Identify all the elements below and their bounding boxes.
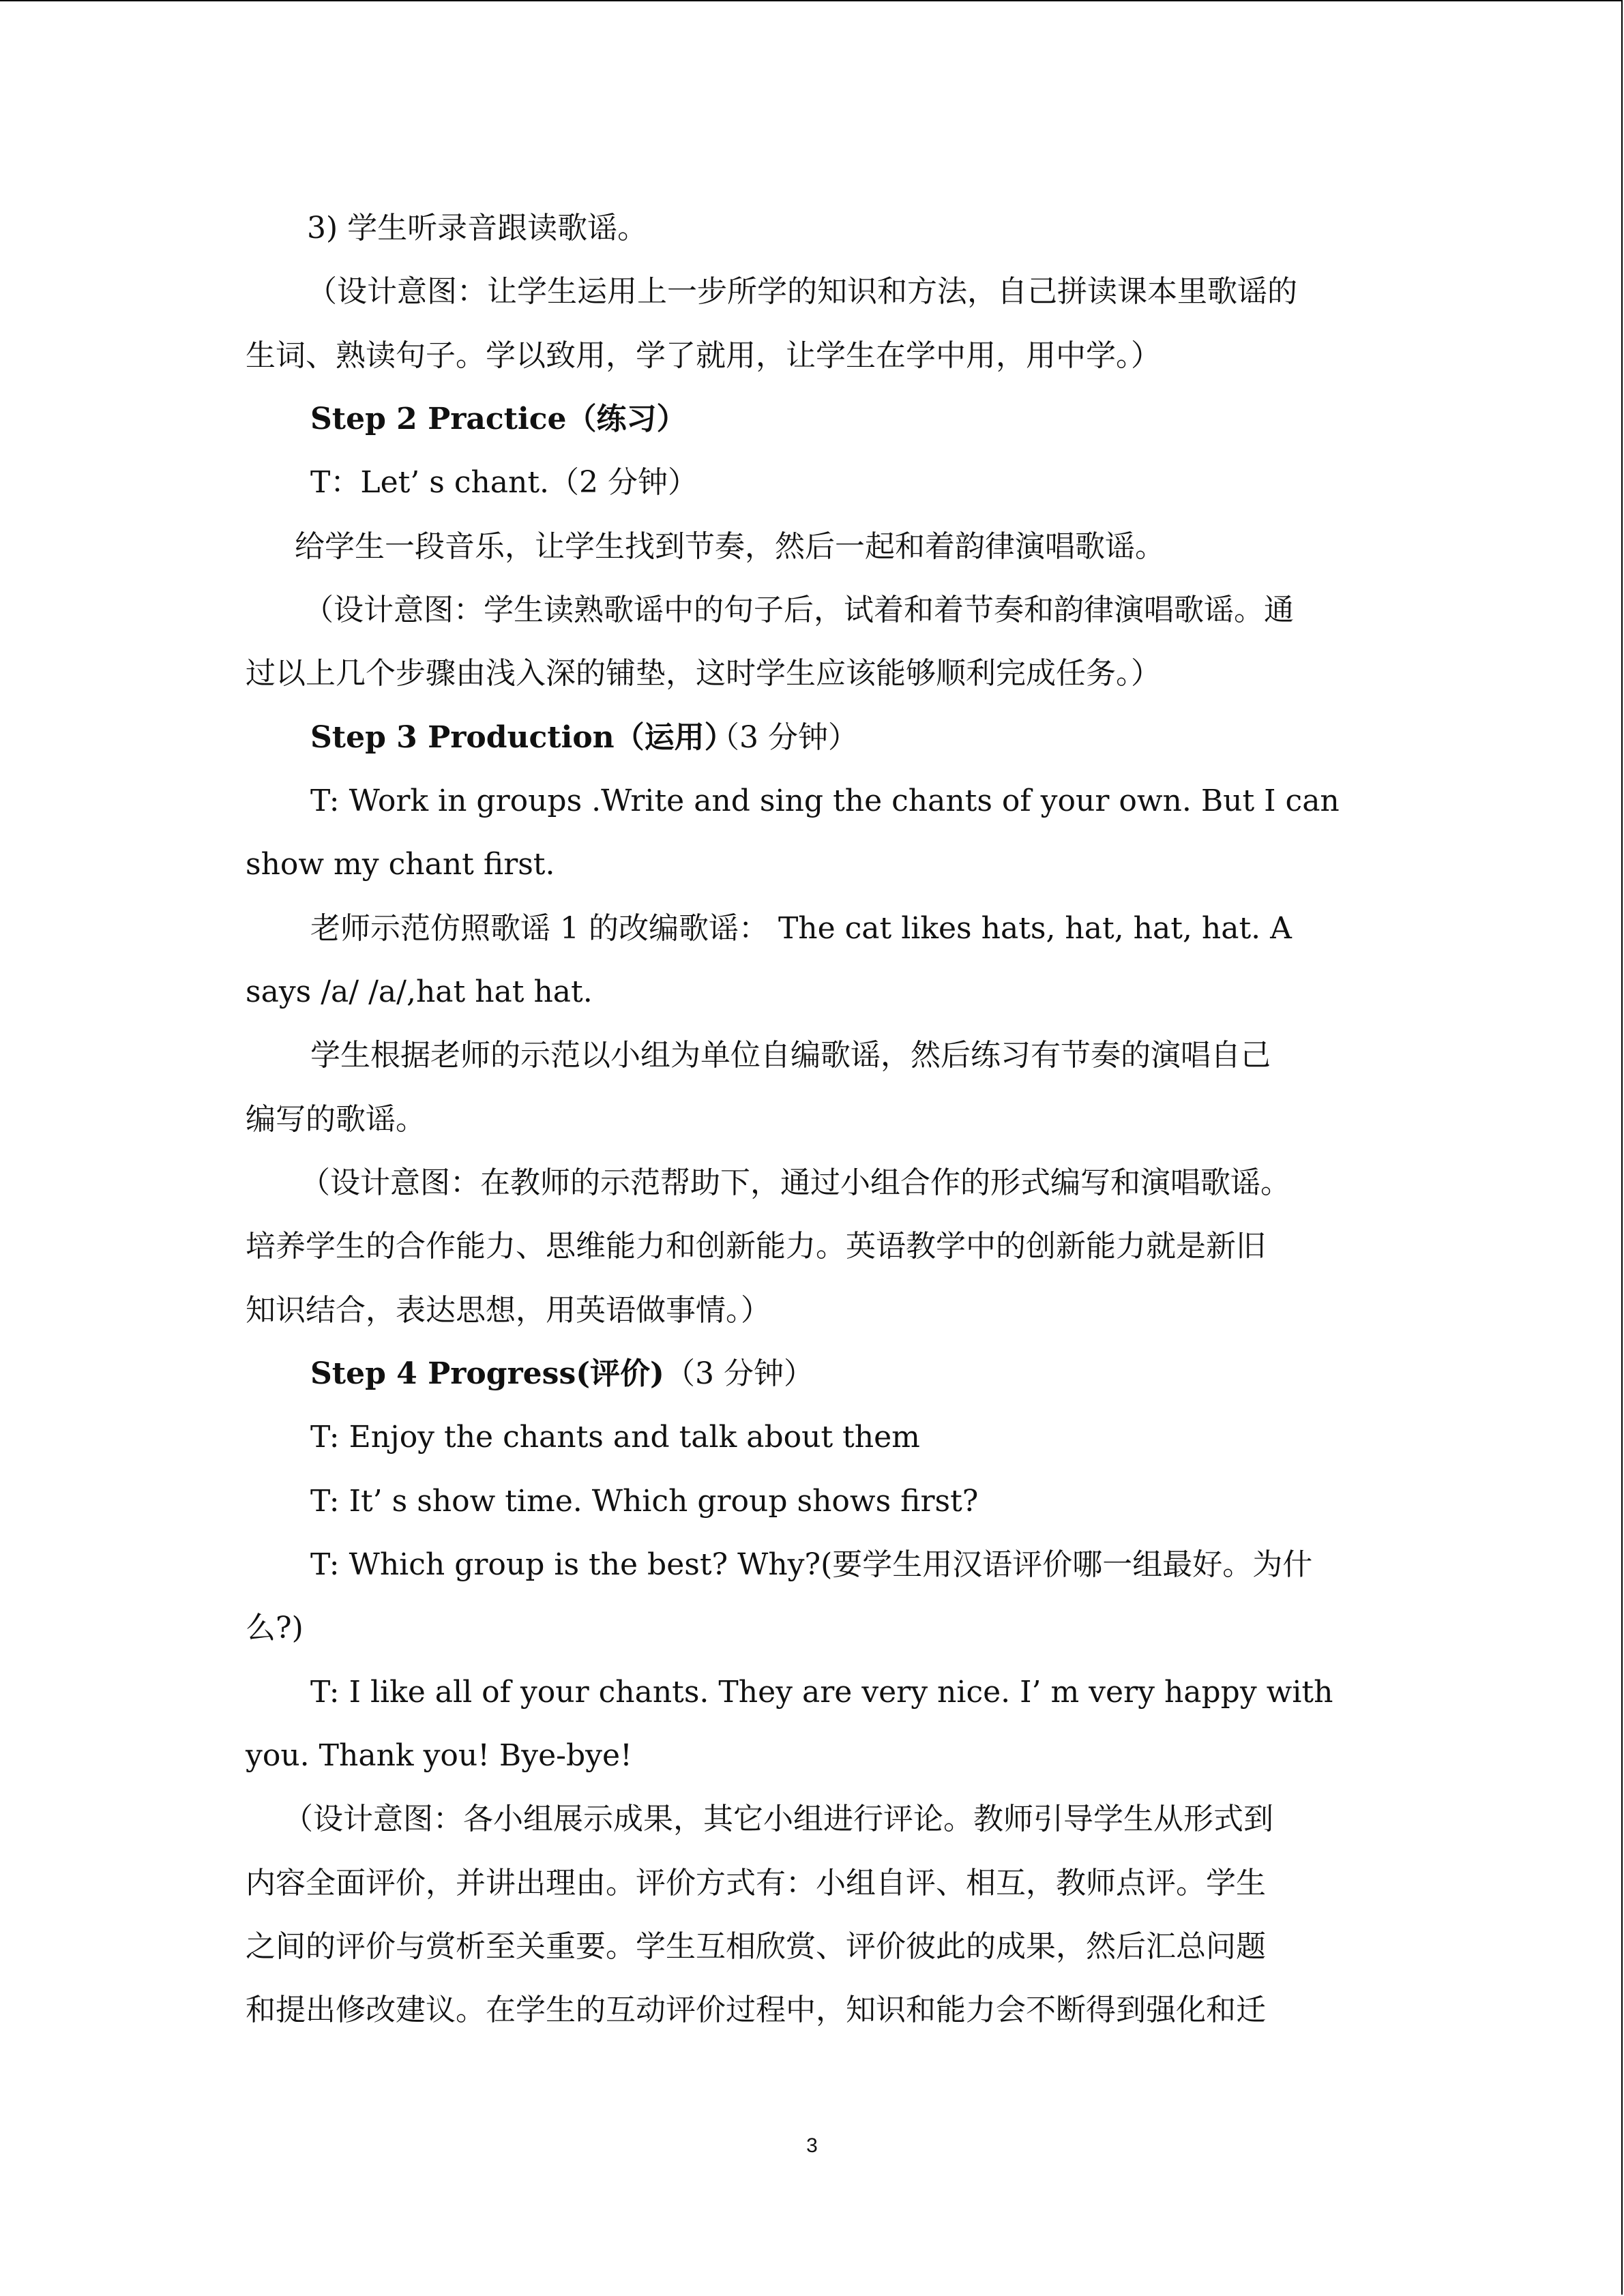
- section-heading: Step 3 Production（运用）: [310, 720, 735, 755]
- paragraph-line: T: Which group is the best? Why?(要学生用汉语评价哪一组最好。为什: [310, 1547, 1313, 1582]
- paragraph-line: T：Let’ s chant.（2 分钟）: [310, 465, 698, 500]
- paragraph-line: T: Enjoy the chants and talk about them: [310, 1420, 920, 1455]
- paragraph-line: 么?): [246, 1611, 304, 1645]
- paragraph-line: 知识结合，表达思想，用英语做事情。）: [246, 1293, 771, 1328]
- paragraph-line: （设计意图：在教师的示范帮助下，通过小组合作的形式编写和演唱歌谣。: [300, 1165, 1290, 1200]
- section-heading: Step 4 Progress(评价): [310, 1356, 664, 1391]
- paragraph-line: show my chant first.: [246, 847, 555, 882]
- paragraph-line: 和提出修改建议。在学生的互动评价过程中，知识和能力会不断得到强化和迁: [246, 1993, 1266, 2027]
- paragraph-line: 过以上几个步骤由浅入深的铺垫，这时学生应该能够顺利完成任务。）: [246, 656, 1161, 691]
- paragraph-line: （设计意图：让学生运用上一步所学的知识和方法，自己拼读课本里歌谣的: [307, 274, 1297, 309]
- paragraph-line: 培养学生的合作能力、思维能力和创新能力。英语教学中的创新能力就是新旧: [246, 1229, 1266, 1264]
- paragraph-line: 生词、熟读句子。学以致用，学了就用，让学生在学中用，用中学。）: [246, 338, 1161, 373]
- paragraph-line: T: I like all of your chants. They are very nice. I’ m very happy with: [310, 1675, 1333, 1710]
- paragraph-line: 内容全面评价，并讲出理由。评价方式有：小组自评、相互，教师点评。学生: [246, 1866, 1266, 1900]
- heading-duration: （3 分钟）: [709, 720, 858, 755]
- paragraph-line: 给学生一段音乐，让学生找到节奏，然后一起和着韵律演唱歌谣。: [295, 529, 1165, 564]
- heading-duration: （3 分钟）: [665, 1356, 814, 1391]
- paragraph-line: 编写的歌谣。: [246, 1102, 426, 1137]
- paragraph-line: 学生根据老师的示范以小组为单位自编歌谣，然后练习有节奏的演唱自己: [310, 1038, 1271, 1073]
- paragraph-line: you. Thank you! Bye-bye!: [246, 1738, 632, 1773]
- paragraph-line: 之间的评价与赏析至关重要。学生互相欣赏、评价彼此的成果，然后汇总问题: [246, 1929, 1266, 1964]
- paragraph-line: （设计意图：各小组展示成果，其它小组进行评论。教师引导学生从形式到: [283, 1802, 1273, 1836]
- section-heading: Step 2 Practice（练习）: [310, 402, 687, 436]
- paragraph-line: T: It’ s show time. Which group shows first?: [310, 1484, 979, 1519]
- paragraph-line: T: Work in groups .Write and sing the chants of your own. But I can: [310, 784, 1340, 818]
- paragraph-line: 3) 学生听录音跟读歌谣。: [307, 211, 648, 245]
- paragraph-line: says /a/ /a/,hat hat hat.: [246, 974, 593, 1009]
- paragraph-line: （设计意图：学生读熟歌谣中的句子后，试着和着节奏和韵律演唱歌谣。通: [304, 593, 1294, 627]
- page-number: 3: [806, 2134, 818, 2157]
- paragraph-line: 老师示范仿照歌谣 1 的改编歌谣： The cat likes hats, hat, hat, hat. A: [310, 911, 1292, 946]
